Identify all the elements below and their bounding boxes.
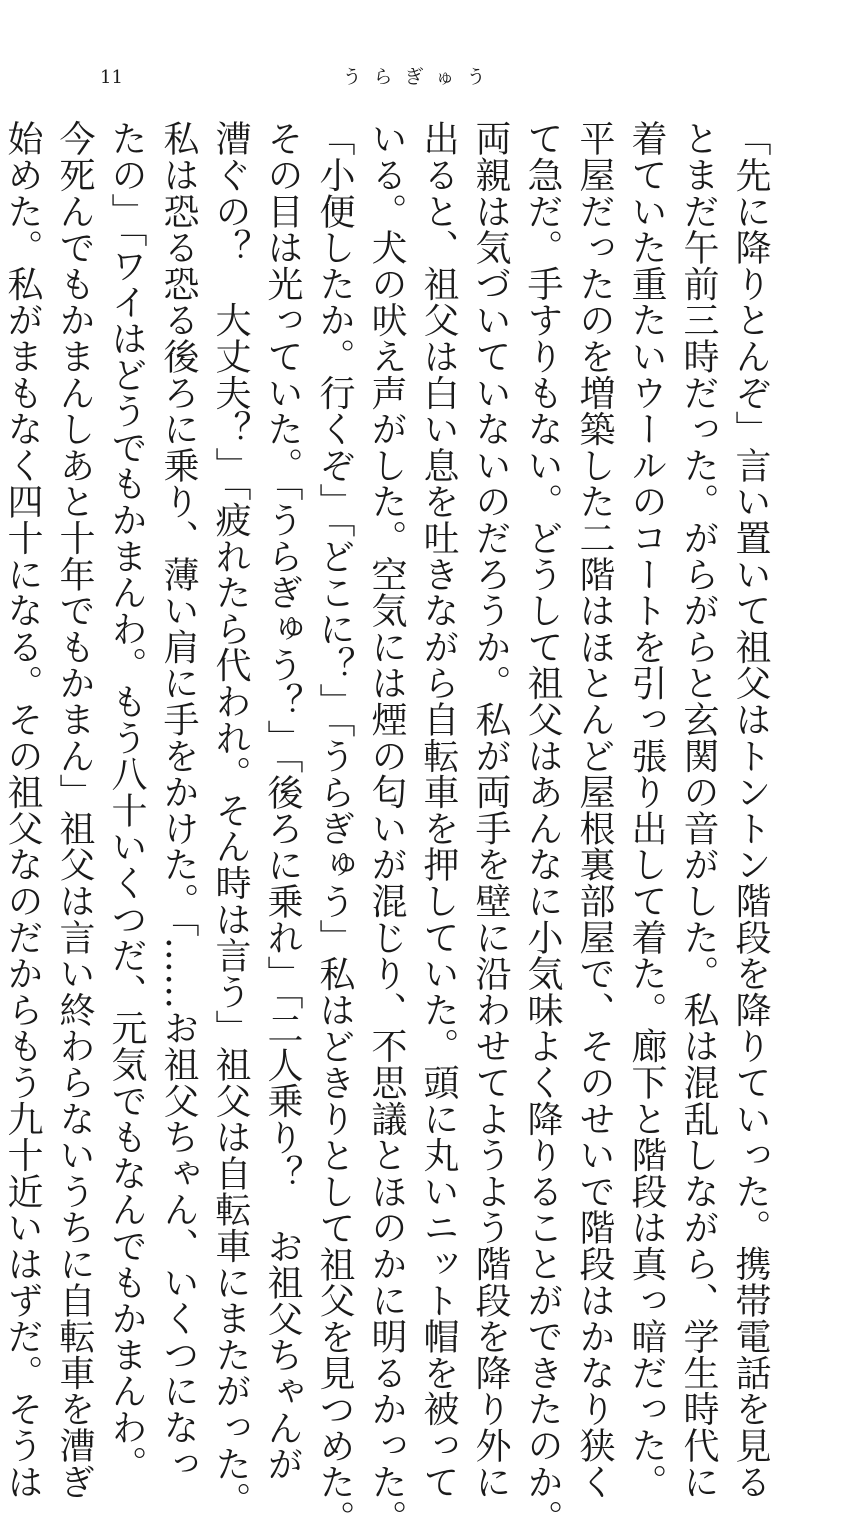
text-line: 平屋だったのを増築した二階はほとんど屋根裏部屋で、そのせいで階段はかなり狭く <box>574 120 615 1500</box>
text-line: 出ると、祖父は白い息を吐きながら自転車を押していた。頭に丸いニット帽を被って <box>418 120 459 1500</box>
text-line: 「先に降りとんぞ」言い置いて祖父はトントン階段を降りていった。携帯電話を見る <box>730 120 771 1500</box>
text-line: 着ていた重たいウールのコートを引っ張り出して着た。廊下と階段は真っ暗だった。 <box>626 120 667 1500</box>
text-line: 「小便したか。行くぞ」「どこに？」「うらぎゅう」私はどきりとして祖父を見つめた。 <box>314 120 355 1536</box>
text-line: その目は光っていた。「うらぎゅう？」「後ろに乗れ」「二人乗り？ お祖父ちゃんが <box>262 120 303 1482</box>
text-line: 漕ぐの？ 大丈夫？」「疲れたら代われ。そん時は言う」祖父は自転車にまたがった。 <box>210 120 251 1518</box>
text-line: たの」「ワイはどうでもかまんわ。もう八十いくつだ、元気でもなんでもかまんわ。 <box>106 120 147 1482</box>
body-text <box>2 120 776 1536</box>
page-number: 11 <box>100 67 123 88</box>
text-line: いる。犬の吠え声がした。空気には煙の匂いが混じり、不思議とほのかに明るかった。 <box>366 120 407 1536</box>
running-title: うらぎゅう <box>342 66 498 88</box>
text-line: とまだ午前三時だった。がらがらと玄関の音がした。私は混乱しながら、学生時代に <box>678 120 719 1500</box>
text-line: て急だ。手すりもない。どうして祖父はあんなに小気味よく降りることができたのか。 <box>522 120 563 1536</box>
text-line: 始めた。私がまもなく四十になる。その祖父なのだからもう九十近いはずだ。そうは <box>2 120 43 1500</box>
text-line: 両親は気づいていないのだろうか。私が両手を壁に沿わせてようよう階段を降り外に <box>470 120 511 1500</box>
text-line: 今死んでもかまんしあと十年でもかまん」祖父は言い終わらないうちに自転車を漕ぎ <box>54 120 95 1500</box>
text-line: 私は恐る恐る後ろに乗り、薄い肩に手をかけた。「……お祖父ちゃん、いくつになっ <box>158 120 199 1482</box>
